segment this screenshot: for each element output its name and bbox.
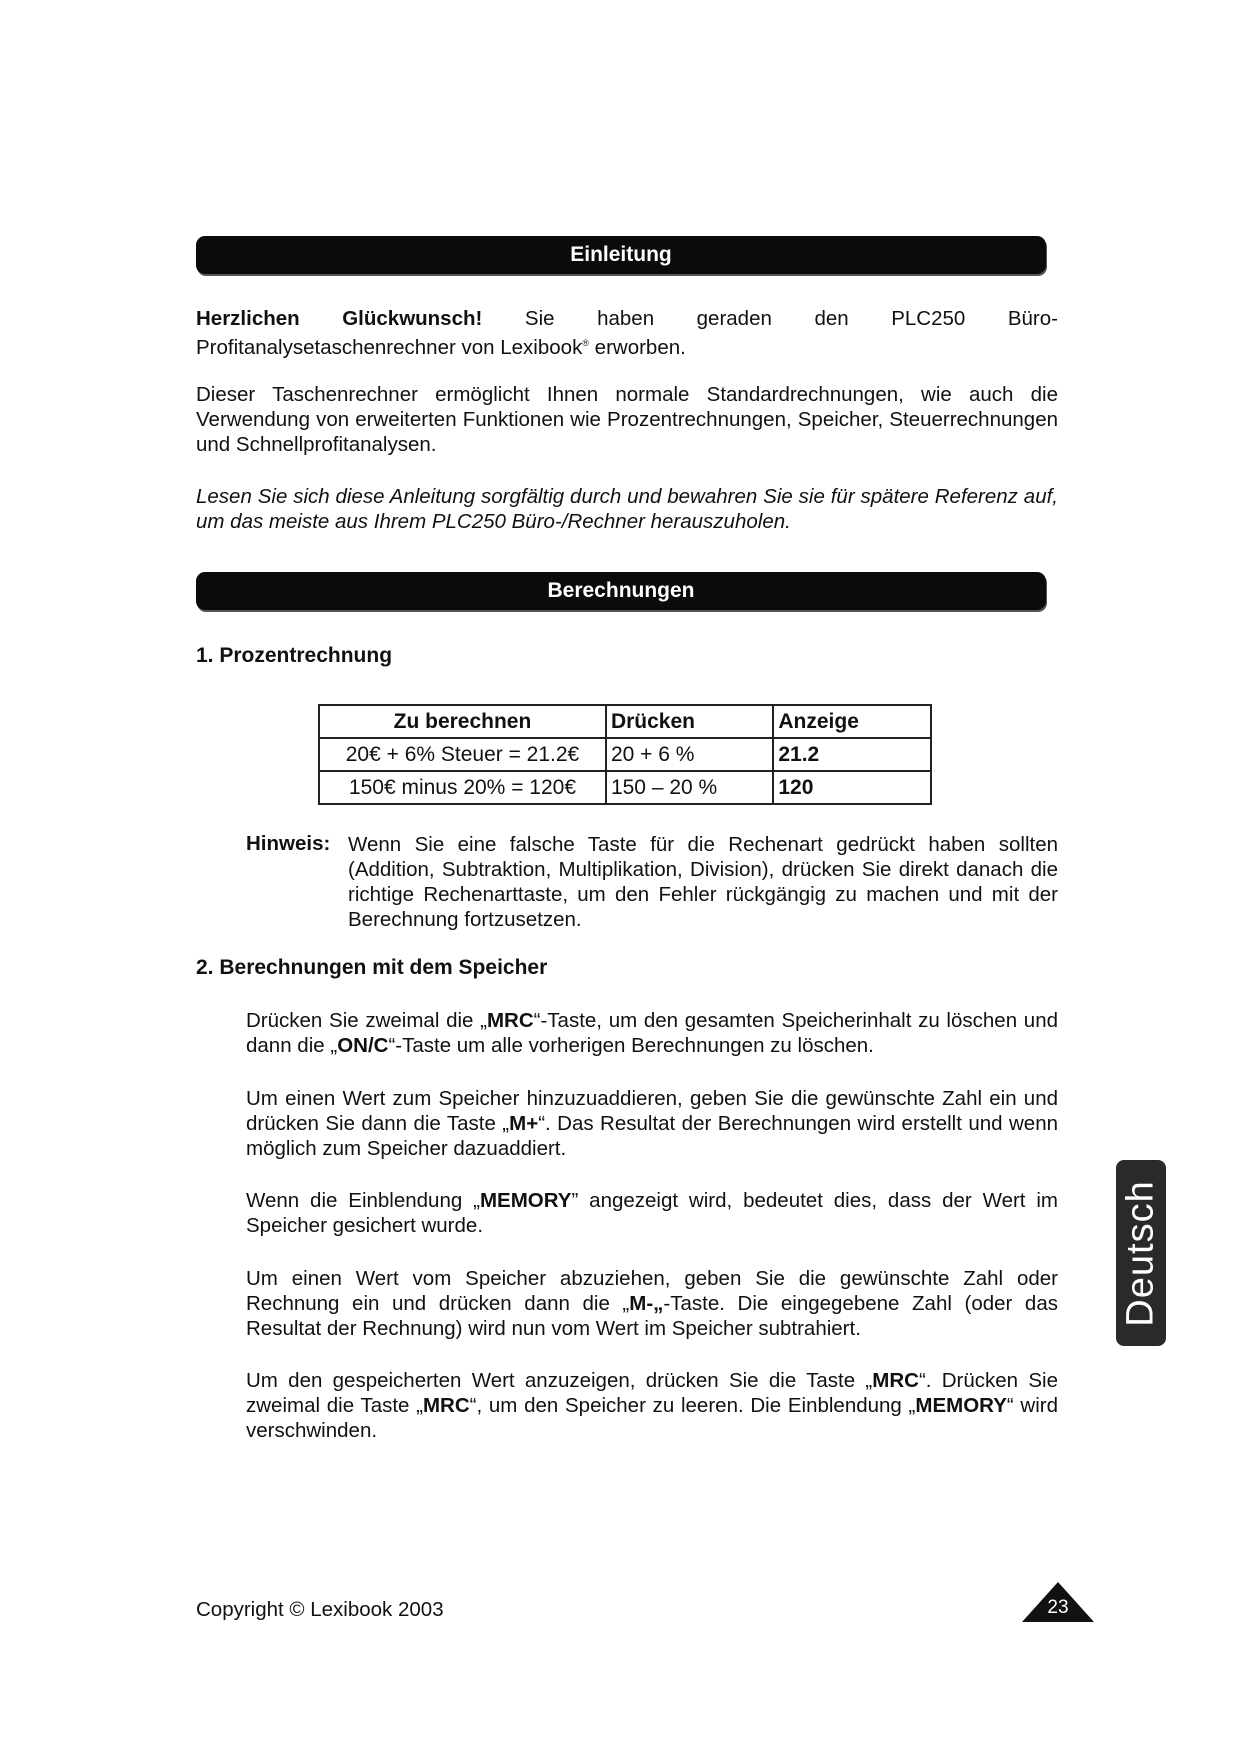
table-header-row	[319, 705, 931, 738]
intro-paragraph	[196, 306, 1058, 360]
header-druecken: Drücken	[606, 705, 773, 738]
table-cell: 150€ minus 20% = 120€	[319, 771, 606, 804]
read-manual-paragraph: Lesen Sie sich diese Anleitung sorgfältig durch und bewahren Sie sie für spätere Referenz auf, um das meiste aus Ihrem PLC250 Büro-/Rechner herauszuholen.	[196, 485, 1058, 533]
section-title: Einleitung	[570, 243, 672, 266]
subheading-prozentrechnung: 1. Prozentrechnung	[196, 644, 393, 667]
page-number-badge	[1022, 1582, 1094, 1622]
congrats-text-end: erworben.	[588, 335, 686, 359]
header-zu-berechnen: Zu berechnen	[319, 705, 606, 738]
header-anzeige: Anzeige	[773, 705, 931, 738]
hint-text: Wenn Sie eine falsche Taste für die Rechenart gedrückt haben sollten (Addition, Subtraktion, Multiplikation, Division), drücken Sie direkt danach die richtige Rechenarttaste, um den Fehler rückgängig zu machen und mit der Berechnung fortzusetzen.	[348, 833, 1058, 931]
table-cell: 120	[773, 771, 931, 804]
memory-paragraph-3: Wenn die Einblendung „MEMORY” angezeigt wird, bedeutet dies, dass der Wert im Speicher gesichert wurde.	[246, 1189, 1058, 1237]
registered-mark: ®	[582, 338, 589, 348]
percentage-table	[318, 704, 932, 805]
section-header-berechnungen	[196, 572, 1046, 610]
table-row	[319, 771, 931, 804]
language-tab	[1116, 1160, 1166, 1346]
congrats-bold: Herzlichen Glückwunsch!	[196, 307, 483, 330]
memory-paragraph-1: Drücken Sie zweimal die „MRC“-Taste, um den gesamten Speicherinhalt zu löschen und dann die „ON/C“-Taste um alle vorherigen Berechnungen zu löschen.	[246, 1009, 1058, 1057]
table-row	[319, 738, 931, 771]
section-header-einleitung	[196, 236, 1046, 274]
hint-label: Hinweis:	[246, 832, 331, 855]
subheading-speicher: 2. Berechnungen mit dem Speicher	[196, 956, 548, 979]
table-cell: 20 + 6 %	[606, 738, 773, 771]
table-cell: 150 – 20 %	[606, 771, 773, 804]
memory-paragraph-5: Um den gespeicherten Wert anzuzeigen, drücken Sie die Taste „MRC“. Drücken Sie zweimal die Taste „MRC“, um den Speicher zu leeren. Die Einblendung „MEMORY“ wird verschwinden.	[246, 1369, 1058, 1442]
congrats-text: Sie haben geraden den PLC250 Büro-Profitanalysetaschenrechner von Lexibook	[196, 307, 1058, 359]
copyright: Copyright © Lexibook 2003	[196, 1598, 444, 1621]
table-cell: 21.2	[773, 738, 931, 771]
language-tab-label: Deutsch	[1119, 1179, 1162, 1327]
memory-paragraph-4: Um einen Wert vom Speicher abzuziehen, geben Sie die gewünschte Zahl oder Rechnung ein und drücken dann die „M-„-Taste. Die eingegebene Zahl (oder das Resultat der Rechnung) wird nun vom Wert im Speicher subtrahiert.	[246, 1267, 1058, 1340]
features-paragraph: Dieser Taschenrechner ermöglicht Ihnen normale Standardrechnungen, wie auch die Verwendung von erweiterten Funktionen wie Prozentrechnungen, Speicher, Steuerrechnungen und Schnellprofitanalysen.	[196, 383, 1058, 456]
section-title: Berechnungen	[547, 579, 695, 602]
page-number: 23	[1047, 1597, 1069, 1618]
table-cell: 20€ + 6% Steuer = 21.2€	[319, 738, 606, 771]
memory-paragraph-2: Um einen Wert zum Speicher hinzuzuaddieren, geben Sie die gewünschte Zahl ein und drücken Sie dann die Taste „M+“. Das Resultat der Berechnungen wird erstellt und wenn möglich zum Speicher dazuaddiert.	[246, 1087, 1058, 1160]
